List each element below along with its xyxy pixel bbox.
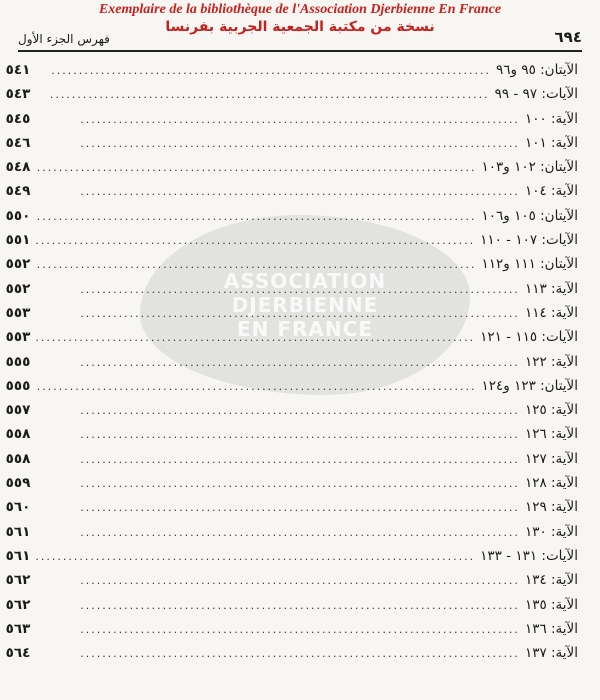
entry-verse-label: الآية: ١٠٤ — [524, 183, 578, 200]
entry-page-number: ٥٥٨ — [5, 450, 31, 467]
running-title: فهرس الجزء الأول — [18, 32, 110, 46]
entry-verse-label: الآية: ١٣٠ — [524, 523, 578, 540]
entry-verse-label: الآيات: ١١٥ - ١٢١ — [480, 329, 578, 346]
entry-verse-label: الآية: ١٢٧ — [524, 450, 578, 467]
dot-leader — [35, 64, 491, 77]
running-header — [18, 22, 582, 46]
entry-verse-label: الآيات: ١٣١ - ١٣٣ — [480, 547, 578, 564]
entry-page-number: ٥٥٢ — [5, 256, 31, 273]
entry-page-number: ٥٥٧ — [5, 402, 31, 419]
dot-leader — [35, 380, 476, 393]
watermark-line: EN FRANCE — [237, 317, 373, 341]
dot-leader — [35, 574, 520, 587]
entry-verse-label: الآية: ١١٤ — [524, 304, 578, 321]
entry-verse-label: الآيتان: ١٠٢ و١٠٣ — [481, 159, 578, 176]
entry-page-number: ٥٤٨ — [5, 159, 31, 176]
index-entry — [6, 451, 578, 475]
dot-leader — [35, 404, 520, 417]
entry-verse-label: الآيات: ٩٧ - ٩٩ — [494, 86, 578, 103]
dot-leader — [35, 210, 476, 223]
header-rule — [18, 50, 582, 52]
index-entry — [6, 402, 578, 426]
entry-page-number: ٥٦٢ — [5, 572, 31, 589]
entry-verse-label: الآية: ١٢٦ — [524, 426, 578, 443]
entry-verse-label: الآية: ١٢٨ — [524, 475, 578, 492]
banner-arabic-text: نسخة من مكتبة الجمعية الجربية بفرنسا — [165, 19, 435, 35]
index-entry — [6, 426, 578, 450]
entry-verse-label: الآية: ١٢٢ — [524, 353, 578, 370]
entry-verse-label: الآية: ١٣٧ — [524, 645, 578, 662]
dot-leader — [35, 88, 489, 101]
index-entry — [6, 159, 578, 183]
dot-leader — [35, 185, 520, 198]
dot-leader — [35, 356, 520, 369]
dot-leader — [35, 331, 475, 344]
entry-page-number: ٥٦٢ — [5, 596, 31, 613]
index-entry — [6, 208, 578, 232]
entry-page-number: ٥٦٣ — [5, 620, 31, 637]
entry-verse-label: الآية: ١٣٦ — [524, 620, 578, 637]
entry-verse-label: الآية: ١٢٥ — [524, 402, 578, 419]
index-entry — [6, 475, 578, 499]
entry-page-number: ٥٤٦ — [5, 134, 31, 151]
index-entry — [6, 524, 578, 548]
index-entry — [6, 256, 578, 280]
dot-leader — [35, 428, 520, 441]
index-entry — [6, 86, 578, 110]
entry-page-number: ٥٥٨ — [5, 426, 31, 443]
entry-page-number: ٥٤١ — [5, 62, 31, 78]
index-entry — [6, 135, 578, 159]
dot-leader — [35, 161, 476, 174]
index-entry — [6, 111, 578, 135]
index-entry — [6, 183, 578, 207]
dot-leader — [35, 623, 520, 636]
page-number: ٦٩٤ — [554, 28, 582, 46]
entry-verse-label: الآية: ١٠٠ — [524, 110, 578, 127]
dot-leader — [35, 526, 520, 539]
index-entry — [6, 572, 578, 596]
dot-leader — [35, 501, 520, 514]
entry-page-number: ٥٥١ — [5, 232, 31, 249]
dot-leader — [35, 453, 520, 466]
entry-verse-label: الآيتان: ١١١ و١١٢ — [481, 256, 578, 273]
entry-verse-label: الآيات: ١٠٧ - ١١٠ — [480, 232, 578, 249]
entry-verse-label: الآيتان: ٩٥ و٩٦ — [496, 62, 578, 78]
entry-verse-label: الآيتان: ١٢٣ و١٢٤ — [481, 377, 578, 394]
entry-verse-label: الآية: ١٢٩ — [524, 499, 578, 516]
entry-page-number: ٥٤٥ — [5, 110, 31, 127]
index-entry — [6, 232, 578, 256]
index-column-right — [0, 62, 582, 688]
index-entry — [6, 62, 578, 86]
dot-leader — [35, 137, 520, 150]
watermark-line: ASSOCIATION — [223, 269, 387, 293]
entry-page-number: ٥٥٥ — [5, 353, 31, 370]
entry-page-number: ٥٦١ — [5, 547, 31, 564]
index-entry — [6, 281, 578, 305]
dot-leader — [35, 477, 520, 490]
index-entry — [6, 548, 578, 572]
entry-page-number: ٥٥٢ — [5, 280, 31, 297]
dot-leader — [35, 599, 520, 612]
entry-page-number: ٥٦١ — [5, 523, 31, 540]
entry-page-number: ٥٤٩ — [5, 183, 31, 200]
entry-page-number: ٥٥٠ — [5, 207, 31, 224]
index-entry — [6, 645, 578, 669]
dot-leader — [35, 234, 475, 247]
dot-leader — [35, 307, 520, 320]
entry-verse-label: الآيتان: ١٠٥ و١٠٦ — [481, 207, 578, 224]
index-entry — [6, 354, 578, 378]
watermark-line: DJERBIENNE — [231, 293, 379, 317]
index-entry — [6, 621, 578, 645]
dot-leader — [35, 647, 520, 660]
entry-page-number: ٥٦٠ — [5, 499, 31, 516]
entry-verse-label: الآية: ١٣٤ — [524, 572, 578, 589]
index-entry — [6, 378, 578, 402]
entry-page-number: ٥٥٣ — [5, 304, 31, 321]
entry-page-number: ٥٦٤ — [5, 645, 31, 662]
dot-leader — [35, 258, 476, 271]
dot-leader — [35, 550, 475, 563]
index-entry — [6, 597, 578, 621]
entry-page-number: ٥٤٣ — [5, 86, 31, 103]
entry-verse-label: الآية: ١٠١ — [524, 134, 578, 151]
entry-page-number: ٥٥٣ — [5, 329, 31, 346]
dot-leader — [35, 283, 520, 296]
entry-page-number: ٥٥٩ — [5, 475, 31, 492]
entry-page-number: ٥٥٥ — [5, 377, 31, 394]
index-entry — [6, 329, 578, 353]
index-entry — [6, 499, 578, 523]
index-columns — [5, 62, 582, 688]
index-entry — [6, 305, 578, 329]
entry-verse-label: الآية: ١١٣ — [524, 280, 578, 297]
entry-verse-label: الآية: ١٣٥ — [524, 596, 578, 613]
dot-leader — [35, 113, 520, 126]
banner-french-text: Exemplaire de la bibliothèque de l'Association Djerbienne En France — [98, 2, 502, 17]
